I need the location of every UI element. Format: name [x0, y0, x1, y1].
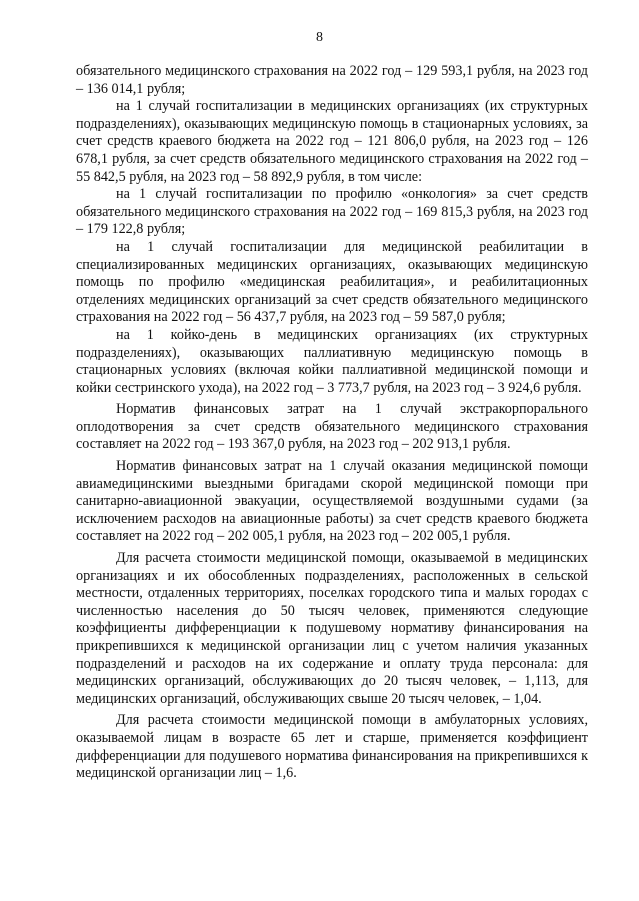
paragraph-air-ambulance-standard: Норматив финансовых затрат на 1 случай оказания медицинской помощи авиамедицинскими выездными бригадами скорой медицинской помощи при санитарно-авиационной эвакуации, осуществляемой воздушными судами (за исключением расходов на авиационные работы) за счет средств краевого бюджета составляет на 2022 год – 202 005,1 рубля, на 2023 год – 202 005,1 рубля. [76, 458, 588, 545]
paragraph-ivf-standard: Норматив финансовых затрат на 1 случай экстракорпорального оплодотворения за счет средств обязательного медицинского страхования составляет на 2022 год – 193 367,0 рубля, на 2023 год – 202 913,1 рубля. [76, 401, 588, 453]
page-number: 8 [316, 30, 323, 45]
paragraph-hospitalization: на 1 случай госпитализации в медицинских организациях (их структурных подразделениях), оказывающих медицинскую помощь в стационарных условиях, за счет средств краевого бюджета на 2022 год – 121 806,0 рубля, на 2023 год – 126 678,1 рубля, за счет средств обязательного медицинского страхования на 2022 год – 55 842,5 рубля, на 2023 год – 58 892,9 рубля, в том числе: [76, 98, 588, 185]
document-body [76, 63, 588, 783]
paragraph-oncology: на 1 случай госпитализации по профилю «онкология» за счет средств обязательного медицинского страхования на 2022 год – 169 815,3 рубля, на 2023 год – 179 122,8 рубля; [76, 186, 588, 238]
paragraph-elderly-coefficient: Для расчета стоимости медицинской помощи в амбулаторных условиях, оказываемой лицам в возрасте 65 лет и старше, применяется коэффициент дифференциации для подушевого норматива финансирования на прикрепившихся к медицинской организации лиц – 1,6. [76, 712, 588, 782]
paragraph-rehabilitation: на 1 случай госпитализации для медицинской реабилитации в специализированных медицинских организациях, оказывающих медицинскую помощь по профилю «медицинская реабилитация», и реабилитационных отделениях медицинских организаций за счет средств обязательного медицинского страхования на 2022 год – 56 437,7 рубля, на 2023 год – 59 587,0 рубля; [76, 238, 588, 326]
paragraph-rural-coefficients: Для расчета стоимости медицинской помощи, оказываемой в медицинских организациях и их обособленных подразделениях, расположенных в сельской местности, отдаленных территориях, поселках городского типа и малых городах с численностью населения до 50 тысяч человек, применяются следующие коэффициенты дифференциации к подушевому нормативу финансирования на прикрепившихся к медицинской организации лиц с учетом наличия указанных подразделений и расходов на их содержание и оплату труда персонала: для медицинских организаций, обслуживающих до 20 тысяч человек, – 1,113, для медицинских организаций, обслуживающих свыше 20 тысяч человек, – 1,04. [76, 550, 588, 707]
paragraph-palliative-bed-day: на 1 койко-день в медицинских организациях (их структурных подразделениях), оказывающих паллиативную медицинскую помощь в стационарных условиях (включая койки паллиативной медицинской помощи и койки сестринского ухода), на 2022 год – 3 773,7 рубля, на 2023 год – 3 924,6 рубля. [76, 326, 588, 396]
paragraph-continuation-oms: обязательного медицинского страхования на 2022 год – 129 593,1 рубля, на 2023 год – 136 014,1 рубля; [76, 63, 588, 97]
